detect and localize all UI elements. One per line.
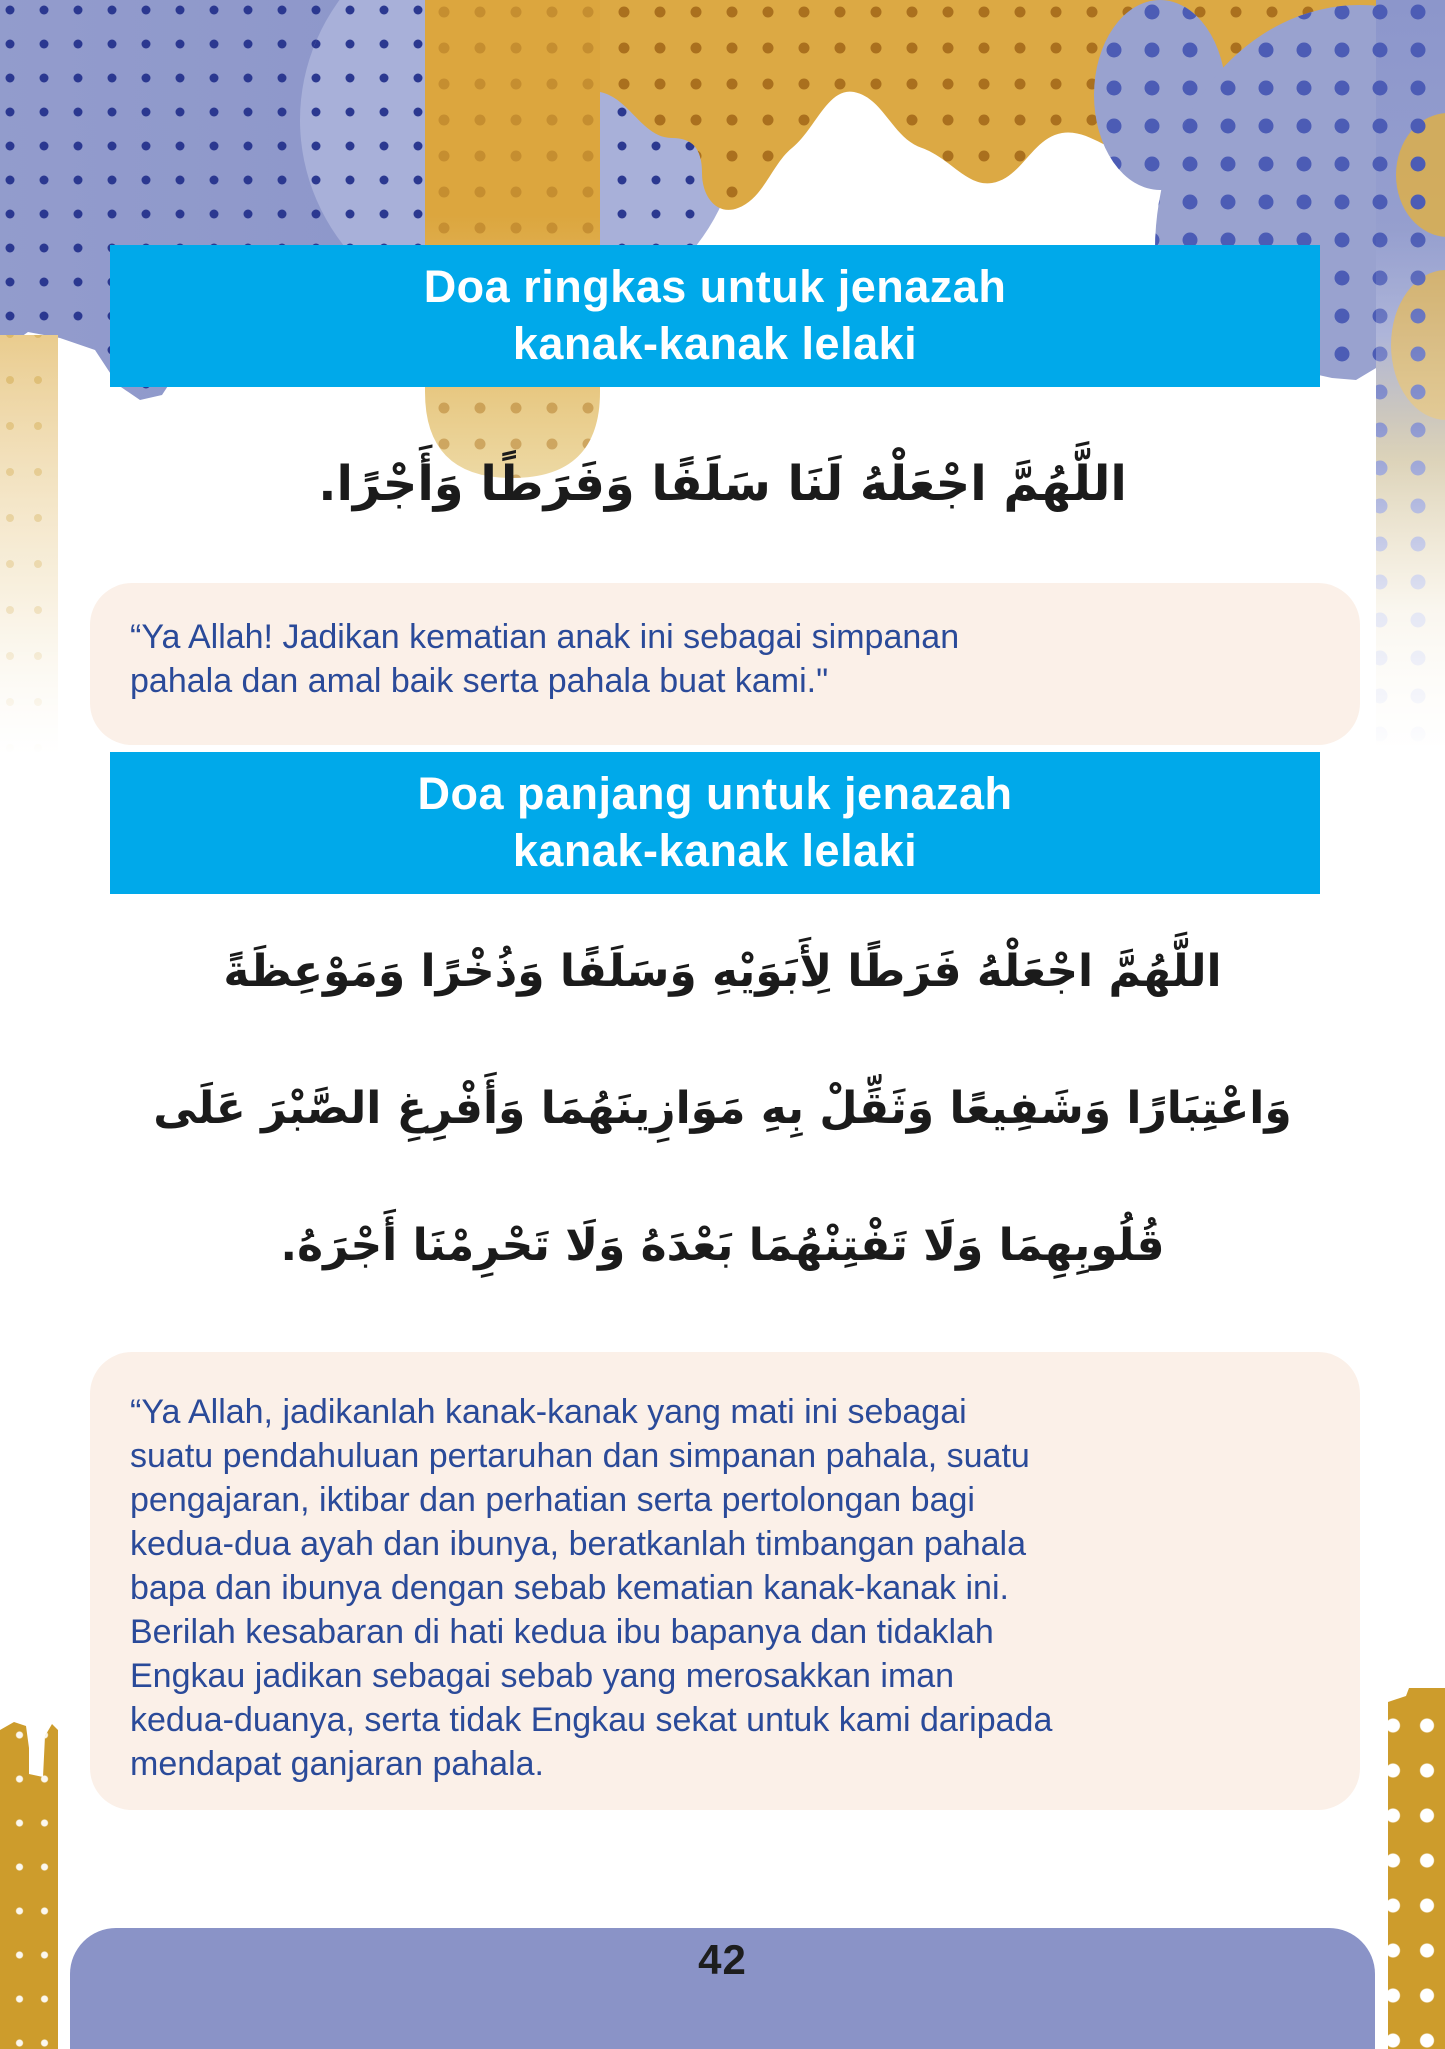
arabic-dua-long bbox=[0, 903, 1445, 1314]
translation-line: “Ya Allah! Jadikan kematian anak ini sebagai simpanan bbox=[130, 618, 960, 656]
translation-line: pengajaran, iktibar dan perhatian serta pertolongan bagi bbox=[130, 1481, 975, 1519]
translation-line: suatu pendahuluan pertaruhan dan simpanan pahala, suatu bbox=[130, 1437, 1030, 1475]
banner-title-line1: Doa ringkas untuk jenazah bbox=[423, 261, 1007, 312]
translation-line: kedua-duanya, serta tidak Engkau sekat untuk kami daripada bbox=[130, 1701, 1053, 1739]
translation-line: kedua-dua ayah dan ibunya, beratkanlah timbangan pahala bbox=[130, 1525, 1027, 1563]
right-gold-strip bbox=[1388, 1688, 1445, 2049]
deco-gold-drip bbox=[425, 0, 600, 478]
footer-bar bbox=[70, 1928, 1375, 2049]
left-gold-strip bbox=[0, 1722, 58, 2049]
arabic-line: اللَّهُمَّ اجْعَلْهُ فَرَطًا لِأَبَوَيْهِ وَسَلَفًا وَذُخْرًا وَمَوْعِظَةً bbox=[223, 946, 1222, 997]
banner-title-line2: kanak-kanak lelaki bbox=[512, 825, 918, 876]
arabic-line: وَاعْتِبَارًا وَشَفِيعًا وَثَقِّلْ بِهِ مَوَازِينَهُمَا وَأَفْرِغِ الصَّبْرَ عَلَى bbox=[153, 1083, 1292, 1134]
deco-right-fading-strip bbox=[1376, 0, 1445, 760]
translation-line: Engkau jadikan sebagai sebab yang merosakkan iman bbox=[130, 1657, 955, 1695]
translation-line: mendapat ganjaran pahala. bbox=[130, 1745, 544, 1783]
banner-title-line2: kanak-kanak lelaki bbox=[512, 318, 918, 369]
translation-line: pahala dan amal baik serta pahala buat kami." bbox=[130, 662, 829, 700]
section-banner-short bbox=[110, 245, 1320, 387]
arabic-dua-short: اللَّهُمَّ اجْعَلْهُ لَنَا سَلَفًا وَفَرَطًا وَأَجْرًا. bbox=[318, 456, 1127, 512]
banner-title-line1: Doa panjang untuk jenazah bbox=[417, 768, 1013, 819]
translation-line: Berilah kesabaran di hati kedua ibu bapanya dan tidaklah bbox=[130, 1613, 994, 1651]
section-banner-long bbox=[110, 752, 1320, 894]
translation-box-short bbox=[90, 583, 1360, 745]
translation-line: bapa dan ibunya dengan sebab kematian kanak-kanak ini. bbox=[130, 1569, 1009, 1607]
translation-line: “Ya Allah, jadikanlah kanak-kanak yang mati ini sebagai bbox=[130, 1393, 967, 1431]
translation-box-long bbox=[90, 1352, 1360, 1810]
page-number: 42 bbox=[698, 1936, 747, 1983]
arabic-line: قُلُوبِهِمَا وَلَا تَفْتِنْهُمَا بَعْدَهُ وَلَا تَحْرِمْنَا أَجْرَهُ. bbox=[280, 1220, 1165, 1271]
